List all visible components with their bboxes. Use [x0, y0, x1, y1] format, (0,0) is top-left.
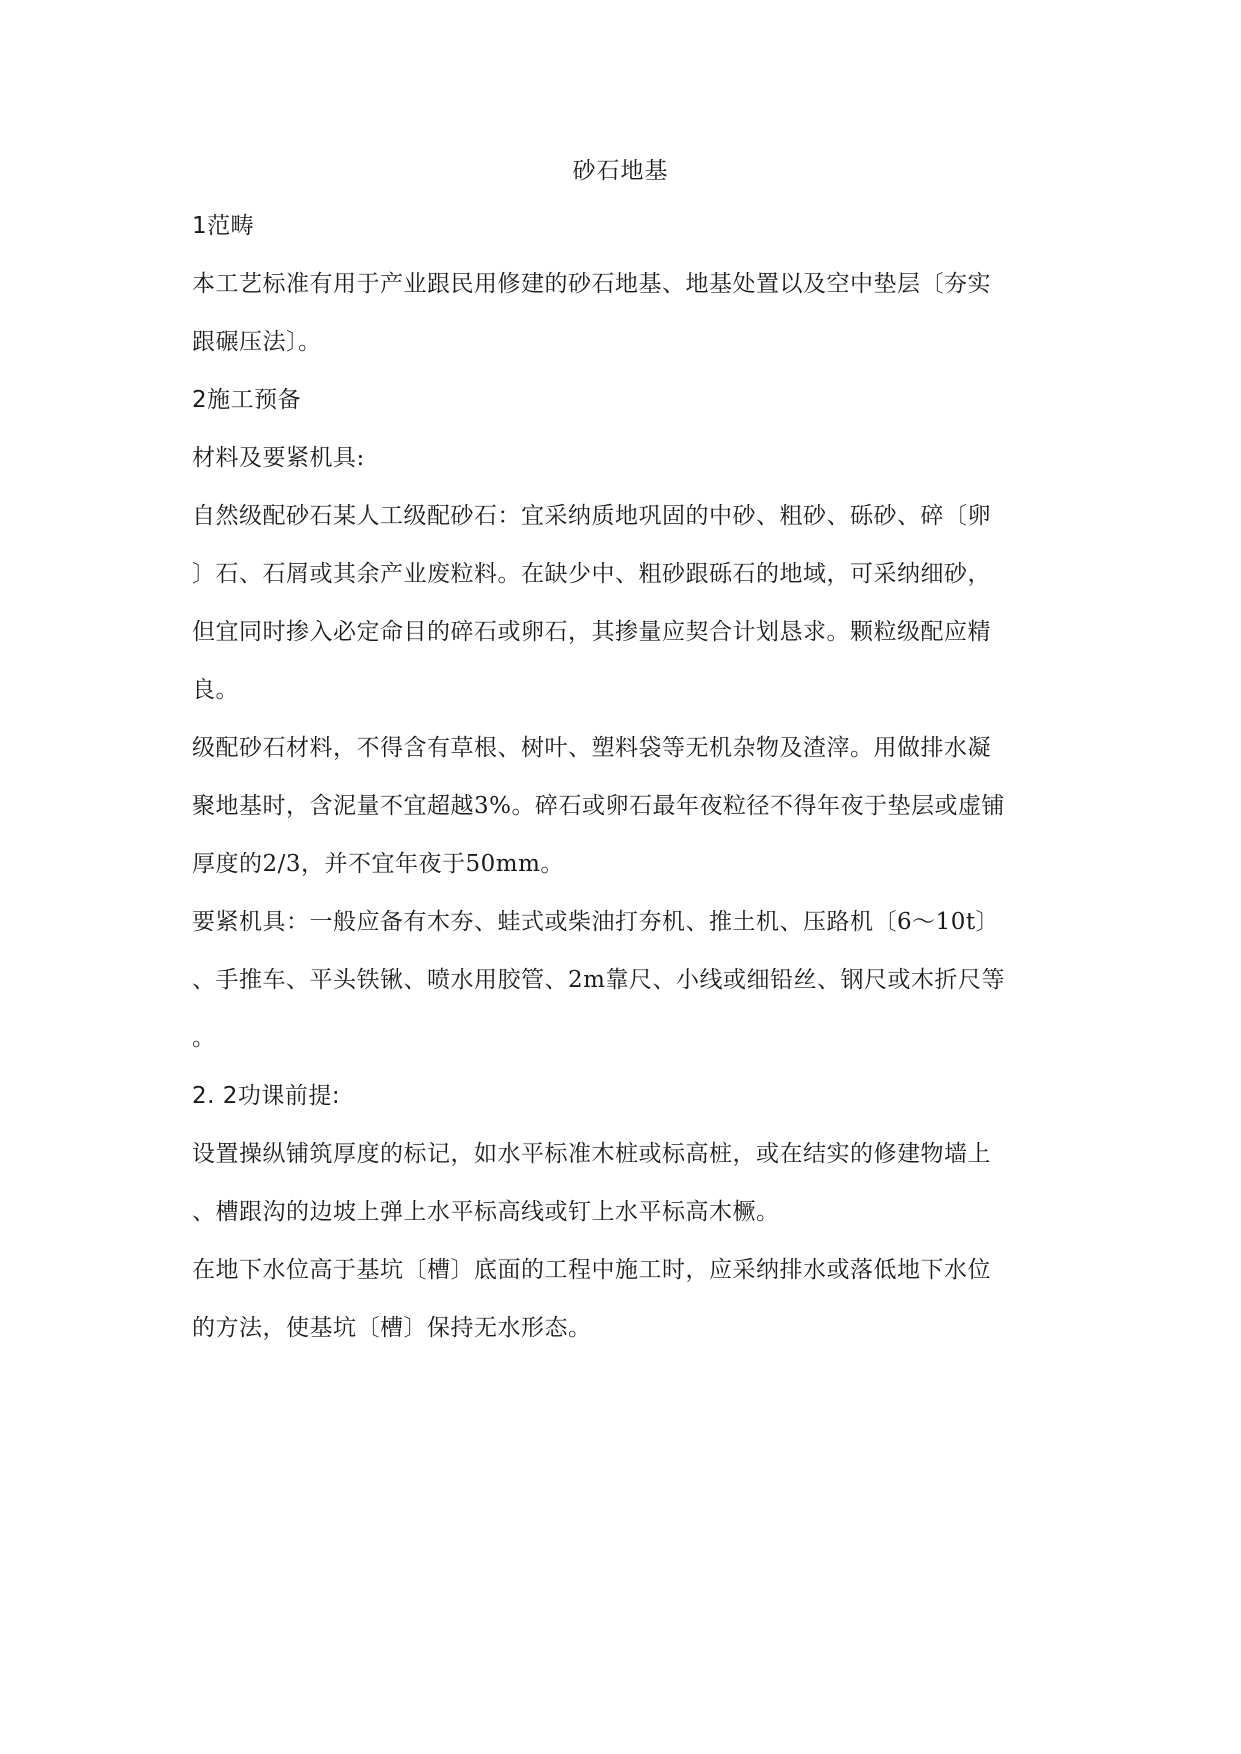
paragraph-line: 的方法，使基坑〔槽〕保持无水形态。 — [192, 1315, 592, 1341]
document-title: 砂石地基 — [572, 158, 669, 184]
paragraph-line: 跟碾压法〕。 — [192, 329, 322, 355]
section-heading-scope: 1范畴 — [192, 213, 255, 239]
paragraph-line: 、槽跟沟的边坡上弹上水平标高线或钉上水平标高木橛。 — [192, 1199, 780, 1225]
paragraph-line: 但宜同时掺入必定命目的碎石或卵石，其掺量应契合计划恳求。颗粒级配应精 — [192, 619, 991, 645]
paragraph-line: 厚度的2/3，并不宜年夜于50mm。 — [192, 851, 564, 877]
paragraph-line: 设置操纵铺筑厚度的标记，如水平标准木桩或标高桩，或在结实的修建物墙上 — [192, 1141, 991, 1167]
paragraph-line: 、手推车、平头铁锹、喷水用胶管、2m靠尺、小线或细铅丝、钢尺或木折尺等 — [192, 967, 1005, 993]
paragraph-line: 〕石、石屑或其余产业废粒料。在缺少中、粗砂跟砾石的地域，可采纳细砂， — [192, 561, 991, 587]
paragraph-line: 在地下水位高于基坑〔槽〕底面的工程中施工时，应采纳排水或落低地下水位 — [192, 1257, 991, 1283]
paragraph-line: 聚地基时，含泥量不宜超越3%。碎石或卵石最年夜粒径不得年夜于垫层或虚铺 — [192, 793, 1005, 819]
paragraph-line: 自然级配砂石某人工级配砂石：宜采纳质地巩固的中砂、粗砂、砾砂、碎〔卵 — [192, 503, 991, 529]
section-heading-preparation: 2施工预备 — [192, 387, 302, 413]
paragraph-line: 材料及要紧机具: — [192, 445, 365, 471]
paragraph-line: 良。 — [192, 677, 239, 703]
subsection-heading-conditions: 2. 2功课前提: — [192, 1083, 341, 1109]
paragraph-line: 级配砂石材料，不得含有草根、树叶、塑料袋等无机杂物及渣滓。用做排水凝 — [192, 735, 991, 761]
paragraph-line: 本工艺标准有用于产业跟民用修建的砂石地基、地基处置以及空中垫层〔夯实 — [192, 271, 991, 297]
paragraph-line: 要紧机具：一般应备有木夯、蛙式或柴油打夯机、推土机、压路机〔6～10t〕 — [192, 909, 1000, 935]
paragraph-line: 。 — [192, 1025, 216, 1051]
